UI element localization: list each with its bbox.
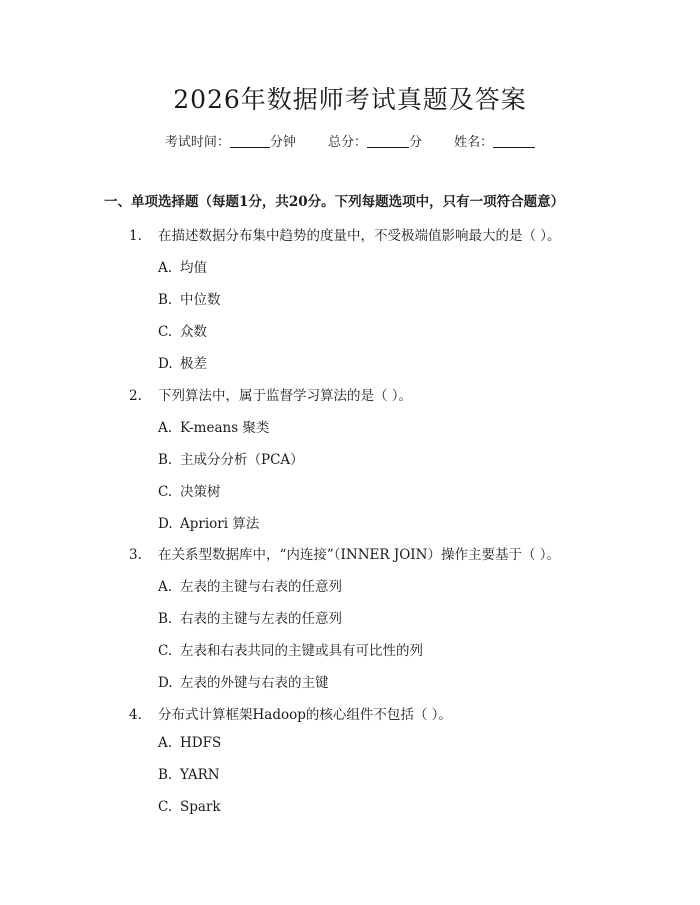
option-text: 众数 (180, 324, 207, 340)
question-2 (129, 384, 412, 404)
question-3-option-d (158, 671, 329, 691)
option-text: 右表的主键与左表的任意列 (180, 611, 342, 627)
question-2-option-a (158, 416, 269, 436)
total-score-label: 总分： (327, 135, 367, 150)
question-1-option-d (158, 352, 207, 372)
question-number: 1. (129, 228, 142, 244)
question-4-option-c (158, 799, 221, 815)
option-text: 主成分分析（PCA） (180, 452, 304, 468)
total-score-field (328, 131, 422, 150)
question-text: 在描述数据分布集中趋势的度量中，不受极端值影响最大的是（ ）。 (158, 228, 561, 244)
option-letter: B. (158, 452, 173, 468)
exam-meta (0, 131, 700, 150)
option-letter: C. (158, 324, 173, 340)
exam-time-blank (230, 133, 270, 148)
option-letter: D. (158, 516, 173, 532)
option-text: K-means 聚类 (180, 420, 270, 436)
option-letter: A. (158, 579, 173, 595)
student-name-field (454, 131, 535, 150)
option-letter: B. (158, 292, 173, 308)
question-3-option-a (158, 575, 342, 595)
option-letter: C. (158, 484, 173, 500)
option-text: Apriori 算法 (180, 516, 260, 532)
total-score-unit: 分 (409, 135, 423, 150)
option-text: YARN (180, 767, 220, 783)
question-2-option-d (158, 512, 259, 532)
question-2-option-b (158, 448, 304, 468)
exam-time-unit: 分钟 (269, 135, 296, 150)
exam-time-field (165, 131, 296, 150)
question-1-option-c (158, 320, 207, 340)
option-text: 左表的外键与右表的主键 (180, 675, 329, 691)
option-letter: B. (158, 767, 173, 783)
option-letter: A. (158, 420, 173, 436)
question-3-option-b (158, 607, 342, 627)
question-1 (129, 224, 561, 244)
option-letter: A. (158, 260, 173, 276)
option-letter: C. (158, 799, 173, 815)
question-number: 4. (129, 707, 142, 723)
student-name-label: 姓名： (454, 135, 494, 150)
question-number: 2. (129, 388, 142, 404)
option-letter: D. (158, 675, 173, 691)
option-text: HDFS (180, 735, 222, 751)
option-letter: A. (158, 735, 173, 751)
question-3 (129, 543, 560, 563)
student-name-blank (493, 133, 535, 148)
option-text: 决策树 (180, 484, 221, 500)
question-text: 下列算法中，属于监督学习算法的是（ ）。 (158, 388, 413, 404)
question-text: 分布式计算框架Hadoop的核心组件不包括（ ）。 (158, 707, 452, 723)
question-text: 在关系型数据库中，“内连接”（INNER JOIN）操作主要基于（ ）。 (158, 547, 560, 563)
question-1-option-a (158, 256, 207, 276)
option-text: Spark (180, 799, 221, 815)
question-4-option-b (158, 767, 220, 783)
exam-time-label: 考试时间： (164, 135, 230, 150)
option-text: 中位数 (180, 292, 221, 308)
option-text: 左表的主键与右表的任意列 (180, 579, 342, 595)
question-4 (129, 703, 452, 723)
option-text: 左表和右表共同的主键或具有可比性的列 (180, 643, 423, 659)
question-number: 3. (129, 547, 142, 563)
total-score-blank (367, 133, 409, 148)
exam-title: 2026年数据师考试真题及答案 (173, 85, 527, 114)
question-2-option-c (158, 480, 221, 500)
section-title: 一、单项选择题（每题1分，共20分。下列每题选项中，只有一项符合题意） (104, 194, 565, 210)
option-letter: B. (158, 611, 173, 627)
question-4-option-a (158, 735, 221, 751)
option-letter: D. (158, 356, 173, 372)
option-text: 均值 (180, 260, 207, 276)
question-3-option-c (158, 639, 423, 659)
option-text: 极差 (180, 356, 207, 372)
option-letter: C. (158, 643, 173, 659)
question-1-option-b (158, 288, 221, 308)
